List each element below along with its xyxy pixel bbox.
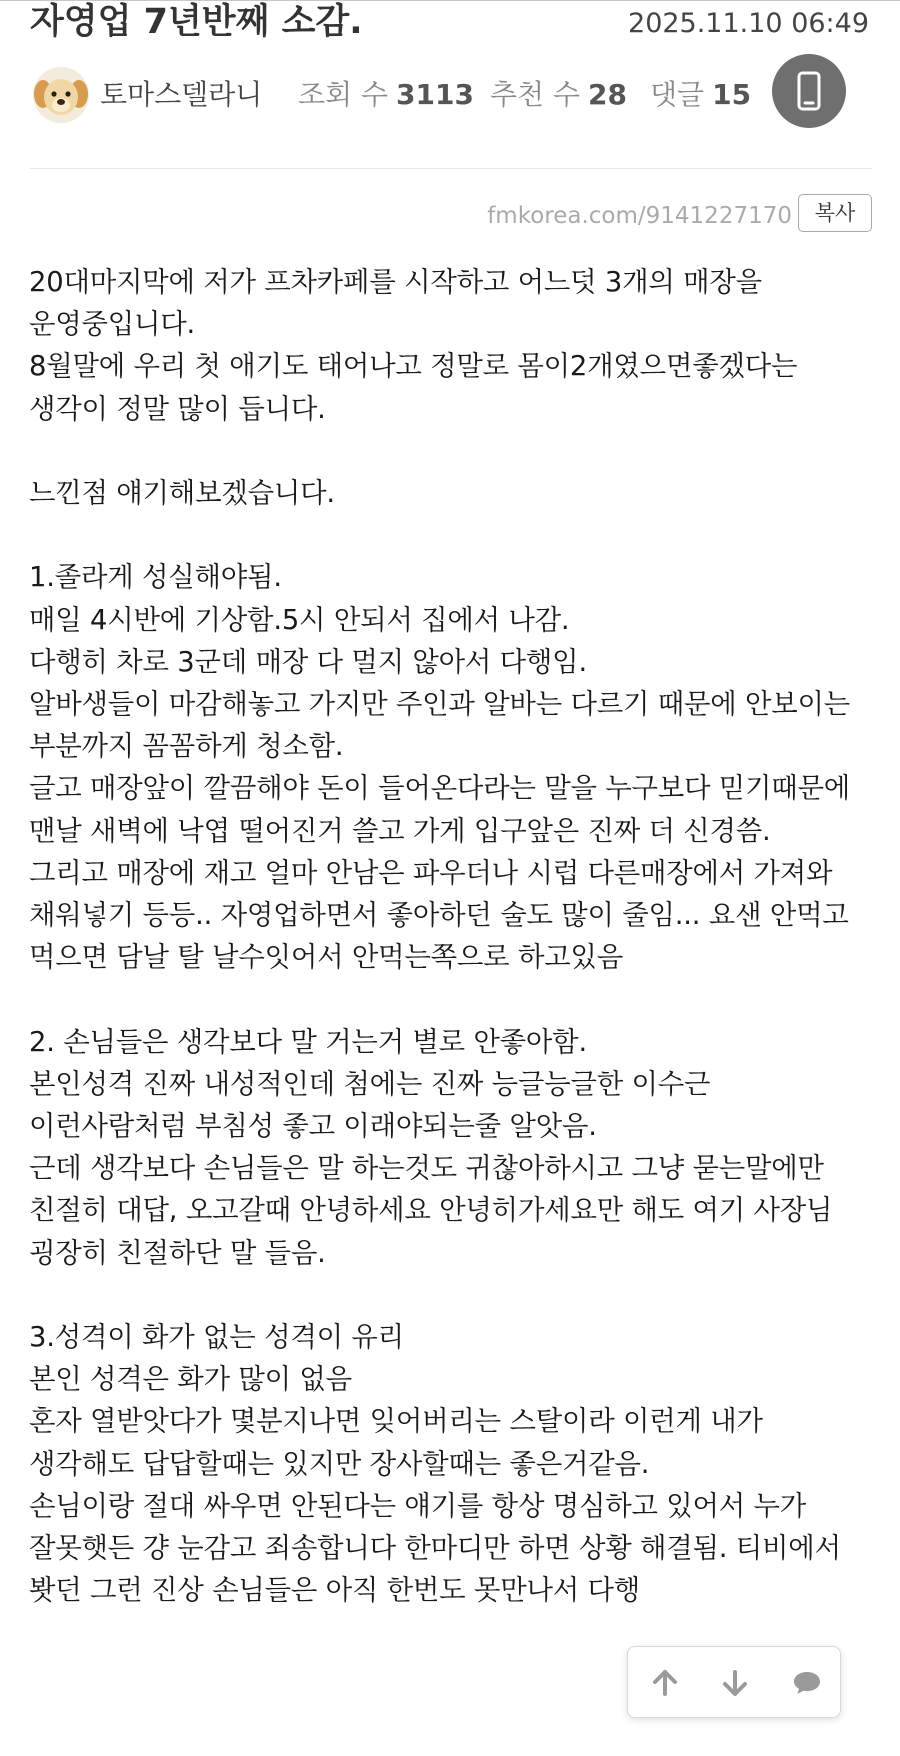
like-count-value: 28	[588, 78, 628, 111]
post-date: 2025.11.10 06:49	[628, 8, 869, 39]
comment-count	[650, 78, 751, 112]
content-paragraph: 근데 생각보다 손님들은 말 하는것도 귀찮아하시고 그냥 묻는말에만 친절히 대답, 오고갈때 안녕하세요 안녕히가세요만 해도 여기 사장님 굉장히 친절하단 말 들음.	[29, 1153, 833, 1269]
arrow-down-icon	[722, 1669, 748, 1697]
content-paragraph: 3.성격이 화가 없는 성격이 유리	[29, 1322, 404, 1354]
scroll-top-button[interactable]	[630, 1647, 700, 1719]
content-paragraph: 2. 손님들은 생각보다 말 거는거 별로 안좋아함.	[29, 1026, 587, 1058]
post-url[interactable]: fmkorea.com/9141227170	[487, 203, 792, 229]
content-paragraph: 혼자 열받앗다가 몇분지나면 잊어버리는 스탈이라 이런게 내가 생각해도 답답할때는 있지만 장사할때는 좋은거같음.	[29, 1406, 763, 1480]
content-paragraph: 다행히 차로 3군데 매장 다 멀지 않아서 다행임.	[29, 646, 587, 678]
post-url-row	[30, 193, 872, 233]
view-count	[298, 78, 474, 112]
content-paragraph: 8월말에 우리 첫 애기도 태어나고 정말로 몸이2개였으면좋겠다는 생각이 정말 많이 듭니다.	[29, 351, 798, 425]
content-paragraph: 그리고 매장에 재고 얼마 안남은 파우더나 시럽 다른매장에서 가져와 채워넣기 등등.. 자영업하면서 좋아하던 술도 많이 줄임... 요샌 안먹고 먹으면 담날 탈 날수잇어서 안먹는쪽으로 하고있음	[29, 857, 849, 974]
copy-url-button[interactable]: 복사	[798, 194, 872, 232]
puppy-avatar-icon	[33, 67, 89, 123]
blank-line	[29, 979, 874, 1021]
content-paragraph: 본인성격 진짜 내성적인데 첨에는 진짜 능글능글한 이수근 이런사람처럼 부침성 좋고 이래야되는줄 알앗음.	[29, 1068, 711, 1143]
avatar[interactable]	[33, 67, 89, 123]
arrow-up-icon	[652, 1669, 678, 1697]
comment-count-label: 댓글	[650, 78, 705, 111]
post-content	[29, 262, 874, 1612]
mobile-phone-icon	[792, 71, 826, 111]
mobile-view-button[interactable]	[772, 54, 846, 128]
content-paragraph: 알바생들이 마감해놓고 가지만 주인과 알바는 다르기 때문에 안보이는 부분까지 꼼꼼하게 청소함.	[29, 689, 851, 763]
blank-line	[29, 431, 874, 473]
post-title: 자영업 7년반째 소감.	[30, 2, 363, 42]
content-paragraph: 글고 매장앞이 깔끔해야 돈이 들어온다라는 말을 누구보다 믿기때문에 맨날 새벽에 낙엽 떨어진거 쓸고 가게 입구앞은 진짜 더 신경씀.	[29, 773, 851, 847]
content-paragraph: 느낀점 얘기해보겠습니다.	[29, 478, 335, 509]
scroll-bottom-button[interactable]	[700, 1647, 770, 1719]
view-count-value: 3113	[396, 78, 474, 111]
like-count	[490, 78, 627, 112]
comment-bubble-icon	[792, 1669, 822, 1697]
like-count-label: 추천 수	[490, 78, 581, 111]
post-header	[30, 0, 872, 46]
floating-nav	[627, 1646, 841, 1718]
header-divider	[30, 168, 872, 169]
view-count-label: 조회 수	[298, 78, 389, 111]
comment-count-value: 15	[712, 78, 752, 111]
content-paragraph: 매일 4시반에 기상함.5시 안되서 집에서 나감.	[29, 604, 570, 636]
content-paragraph: 1.졸라게 성실해야됨.	[29, 562, 282, 594]
go-to-comments-button[interactable]	[770, 1647, 840, 1719]
blank-line	[29, 1275, 874, 1317]
content-paragraph: 20대마지막에 저가 프차카페를 시작하고 어느덧 3개의 매장을 운영중입니다.	[29, 267, 762, 341]
author-name[interactable]: 토마스델라니	[100, 78, 263, 111]
content-paragraph: 본인 성격은 화가 많이 없음	[29, 1364, 352, 1396]
content-paragraph: 손님이랑 절대 싸우면 안된다는 얘기를 항상 명심하고 있어서 누가 잘못햇든 걍 눈감고 죄송합니다 한마디만 하면 상황 해결됨. 티비에서 봣던 그런 진상 손님들은 아직 한번도 못만나서 다행	[29, 1490, 841, 1607]
blank-line	[29, 515, 874, 557]
post-meta	[30, 54, 872, 130]
